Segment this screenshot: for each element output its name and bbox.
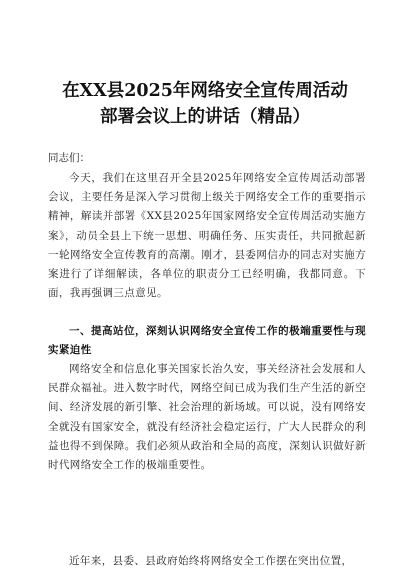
section-heading-1: 一、提高站位，深刻认识网络安全宣传工作的极端重要性与现实紧迫性 [48,325,366,357]
document-title [30,78,380,130]
salutation: 同志们： [48,152,90,164]
title-line-1: 在XX县2025年网络安全宣传周活动 [62,81,348,101]
body-paragraph-3: 近年来，县委、县政府始终将网络安全工作摆在突出位置， [69,555,353,567]
body-paragraph-1: 今天，我们在这里召开全县2025年网络安全宣传周活动部署会议，主要任务是深入学习贯彻上级关于网络安全工作的重要指示精神，解读并部署《XX县2025年国家网络安全宣传周活动实施方案》，动员全县上下统一思想、明确任务、压实责任，共同掀起新一轮网络安全宣传教育的高潮。刚才，县委网信办的同志对实施方案进行了详细解读，各单位的职责分工已经明确，我都同意。下面，我再强调三点意见。 [48,172,366,300]
title-line-2: 部署会议上的讲话（精品） [100,107,310,127]
body-paragraph-2: 网络安全和信息化事关国家长治久安，事关经济社会发展和人民群众福祉。进入数字时代，网络空间已成为我们生产生活的新空间、经济发展的新引擎、社会治理的新场域。可以说，没有网络安全就没有国家安全，就没有经济社会稳定运行，广大人民群众的利益也得不到保障。我们必须从政治和全局的高度，深刻认识做好新时代网络安全工作的极端重要性。 [48,363,366,472]
